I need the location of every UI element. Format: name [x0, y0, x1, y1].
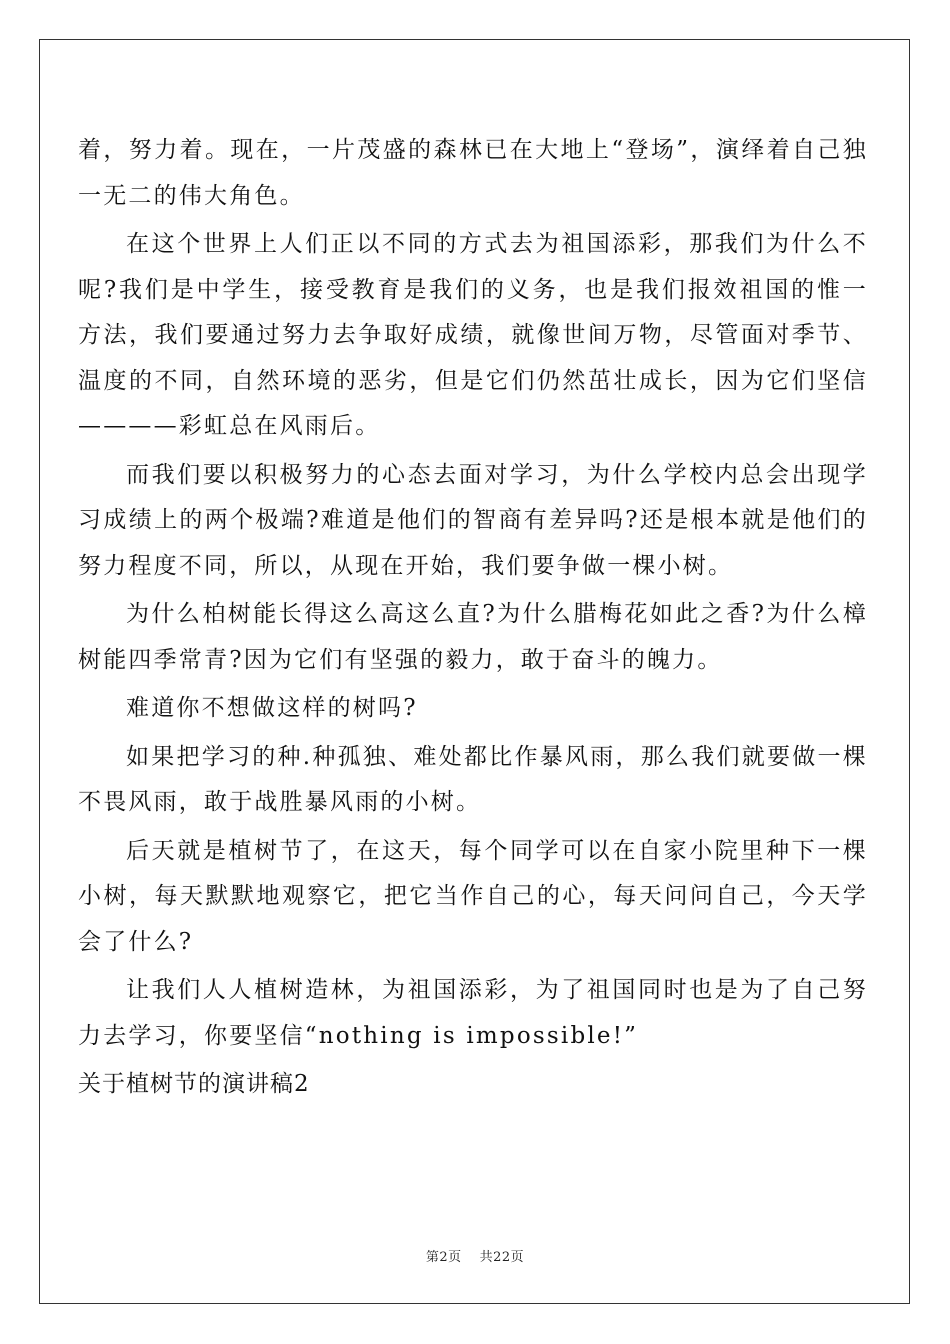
paragraph-6: 如果把学习的种.种孤独、难处都比作暴风雨，那么我们就要做一棵不畏风雨，敢于战胜暴风雨的小树。	[78, 743, 868, 815]
page-footer	[0, 1246, 950, 1265]
paragraph-5: 难道你不想做这样的树吗?	[126, 695, 418, 721]
paragraph-1: 着，努力着。现在，一片茂盛的森林已在大地上“登场”，演绎着自己独一无二的伟大角色。	[78, 137, 868, 209]
paragraph-4: 为什么柏树能长得这么高这么直?为什么腊梅花如此之香?为什么樟树能四季常青?因为它们有坚强的毅力，敢于奋斗的魄力。	[78, 601, 868, 673]
page-total: 共22页	[479, 1250, 525, 1265]
page-number: 第2页	[425, 1250, 462, 1265]
paragraph-7: 后天就是植树节了，在这天，每个同学可以在自家小院里种下一棵小树，每天默默地观察它，把它当作自己的心，每天问问自己，今天学会了什么?	[78, 837, 868, 955]
paragraph-8: 让我们人人植树造林，为祖国添彩，为了祖国同时也是为了自己努力去学习，你要坚信“nothing is impossible!”	[78, 977, 868, 1049]
paragraph-2: 在这个世界上人们正以不同的方式去为祖国添彩，那我们为什么不呢?我们是中学生，接受教育是我们的义务，也是我们报效祖国的惟一方法，我们要通过努力去争取好成绩，就像世间万物，尽管面对季节、温度的不同，自然环境的恶劣，但是它们仍然茁壮成长，因为它们坚信————彩虹总在风雨后。	[78, 231, 868, 439]
paragraph-3: 而我们要以积极努力的心态去面对学习，为什么学校内总会出现学习成绩上的两个极端?难道是他们的智商有差异吗?还是根本就是他们的努力程度不同，所以，从现在开始，我们要争做一棵小树。	[78, 461, 868, 579]
document-body	[78, 128, 868, 1108]
section-heading: 关于植树节的演讲稿2	[78, 1071, 310, 1097]
